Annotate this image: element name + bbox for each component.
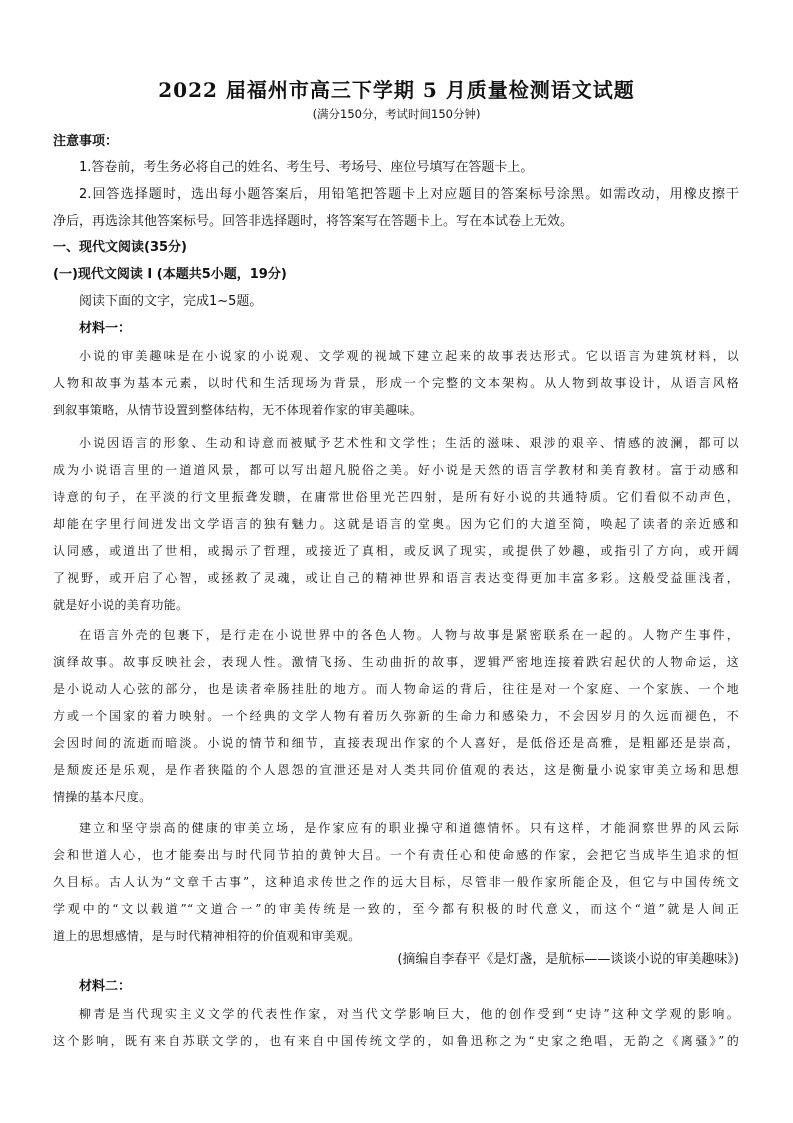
- paragraph-line: 情操的基本尺度。: [53, 790, 152, 804]
- paragraph-line: 就是好小说的美育功能。: [53, 598, 189, 612]
- paragraph-line: 柳青是当代现实主义文学的代表性作家，对当代文学影响巨大，他的创作受到“史诗”这种文学观的影响。: [79, 1007, 739, 1021]
- paragraph-line: 会因时间的流逝而暗淡。小说的情节和细节，直接表现出作家的个人喜好，是低俗还是高雅，是粗鄙还是崇高，: [53, 736, 739, 750]
- paragraph-line: 道上的思想感情，是与时代精神相符的价值观和审美观。: [53, 929, 361, 943]
- paragraph-line: 成为小说语言里的一道道风景，都可以写出超凡脱俗之美。好小说是天然的语言学教材和美育教材。富于动感和: [53, 463, 739, 477]
- paragraph-line: 到叙事策略，从情节设置到整体结构，无不体现着作家的审美趣味。: [53, 403, 423, 417]
- notes-line-3: 净后，再选涂其他答案标号。回答非选择题时，将答案写在答题卡上。写在本试卷上无效。: [53, 214, 574, 229]
- paragraph-line: 小说的审美趣味是在小说家的小说观、文学观的视域下建立起来的故事表达形式。它以语言为建筑材料，以: [79, 349, 739, 363]
- section-heading: 一、现代文阅读(35分): [53, 240, 187, 255]
- notes-line-1: 1.答卷前，考生务必将自己的姓名、考生号、考场号、座位号填写在答题卡上。: [79, 160, 534, 175]
- paragraph-line: 久目标。古人认为“文章千古事”，这种追求传世之作的远大目标，尽管非一般作家所能企及，但它与中国传统文: [53, 875, 739, 889]
- subsection-heading: (一)现代文阅读 I (本题共5小题，19分): [53, 267, 287, 282]
- paragraph-line: 认同感，或道出了世相，或揭示了哲理，或接近了真相，或反讽了现实，或提供了妙趣，或指引了方向，或开阔: [53, 544, 739, 558]
- paragraph-line: 在语言外壳的包裹下，是行走在小说世界中的各色人物。人物与故事是紧密联系在一起的。人物产生事件，: [79, 628, 739, 642]
- material-2-label: 材料二：: [79, 979, 132, 994]
- paragraph-line: 了视野，或开启了心智，或拯救了灵魂，或让自己的精神世界和语言表达变得更加丰富多彩。这般受益匪浅者，: [53, 571, 739, 585]
- paragraph-line: 会和世道人心，也才能奏出与时代同节拍的黄钟大吕。一个有责任心和使命感的作家，会把它当成毕生追求的恒: [53, 848, 739, 862]
- material-1-source: (摘编自李春平《是灯盏，是航标——谈谈小说的审美趣味》): [397, 952, 739, 967]
- notes-heading: 注意事项：: [53, 134, 119, 149]
- exam-subtitle: (满分150分，考试时间150分钟): [312, 107, 481, 121]
- paragraph-line: 方或一个国家的着力映射。一个经典的文学人物有着历久弥新的生命力和感染力，不会因岁月的久远而褪色，不: [53, 709, 739, 723]
- paragraph-line: 小说因语言的形象、生动和诗意而被赋予艺术性和文学性；生活的滋味、艰涉的艰辛、情感的波澜，都可以: [79, 436, 739, 450]
- exam-title: 2022 届福州市高三下学期 5 月质量检测语文试题: [158, 78, 635, 102]
- material-1-label: 材料一：: [79, 321, 132, 336]
- paragraph-line: 演绎故事。故事反映社会，表现人性。激情飞扬、生动曲折的故事，逻辑严密地连接着跌宕起伏的人物命运，这: [53, 655, 739, 669]
- paragraph-line: 人物和故事为基本元素，以时代和生活现场为背景，形成一个完整的文本架构。从人物到故事设计，从语言风格: [53, 376, 739, 390]
- notes-line-2: 2.回答选择题时，选出每小题答案后，用铅笔把答题卡上对应题目的答案标号涂黑。如需改动，用橡皮擦干: [79, 187, 739, 202]
- paragraph-line: 却能在字里行间迸发出文学语言的独有魅力。这就是语言的堂奥。因为它们的大道至简，唤起了读者的亲近感和: [53, 517, 739, 531]
- paragraph-line: 这个影响，既有来自苏联文学的，也有来自中国传统文学的，如鲁迅称之为“史家之绝唱，无韵之《离骚》”的: [53, 1034, 739, 1048]
- paragraph-line: 是颓废还是乐观，是作者狭隘的个人恩怨的宣泄还是对人类共同价值观的表达，这是衡量小说家审美立场和思想: [53, 763, 739, 777]
- paragraph-line: 建立和坚守崇高的健康的审美立场，是作家应有的职业操守和道德情怀。只有这样，才能洞察世界的风云际: [79, 821, 739, 835]
- reading-instruction: 阅读下面的文字，完成1~5题。: [79, 294, 263, 309]
- paragraph-line: 是小说动人心弦的部分，也是读者牵肠挂肚的地方。而人物命运的背后，往往是对一个家庭、一个家族、一个地: [53, 682, 739, 696]
- paragraph-line: 学观中的“文以载道”“文道合一”的审美传统是一致的，至今都有积极的时代意义，而这个“道”就是人间正: [53, 902, 739, 916]
- paragraph-line: 诗意的句子，在平淡的行文里振聋发聩，在庸常世俗里光芒四射，是所有好小说的共通特质。它们看似不动声色，: [53, 490, 739, 504]
